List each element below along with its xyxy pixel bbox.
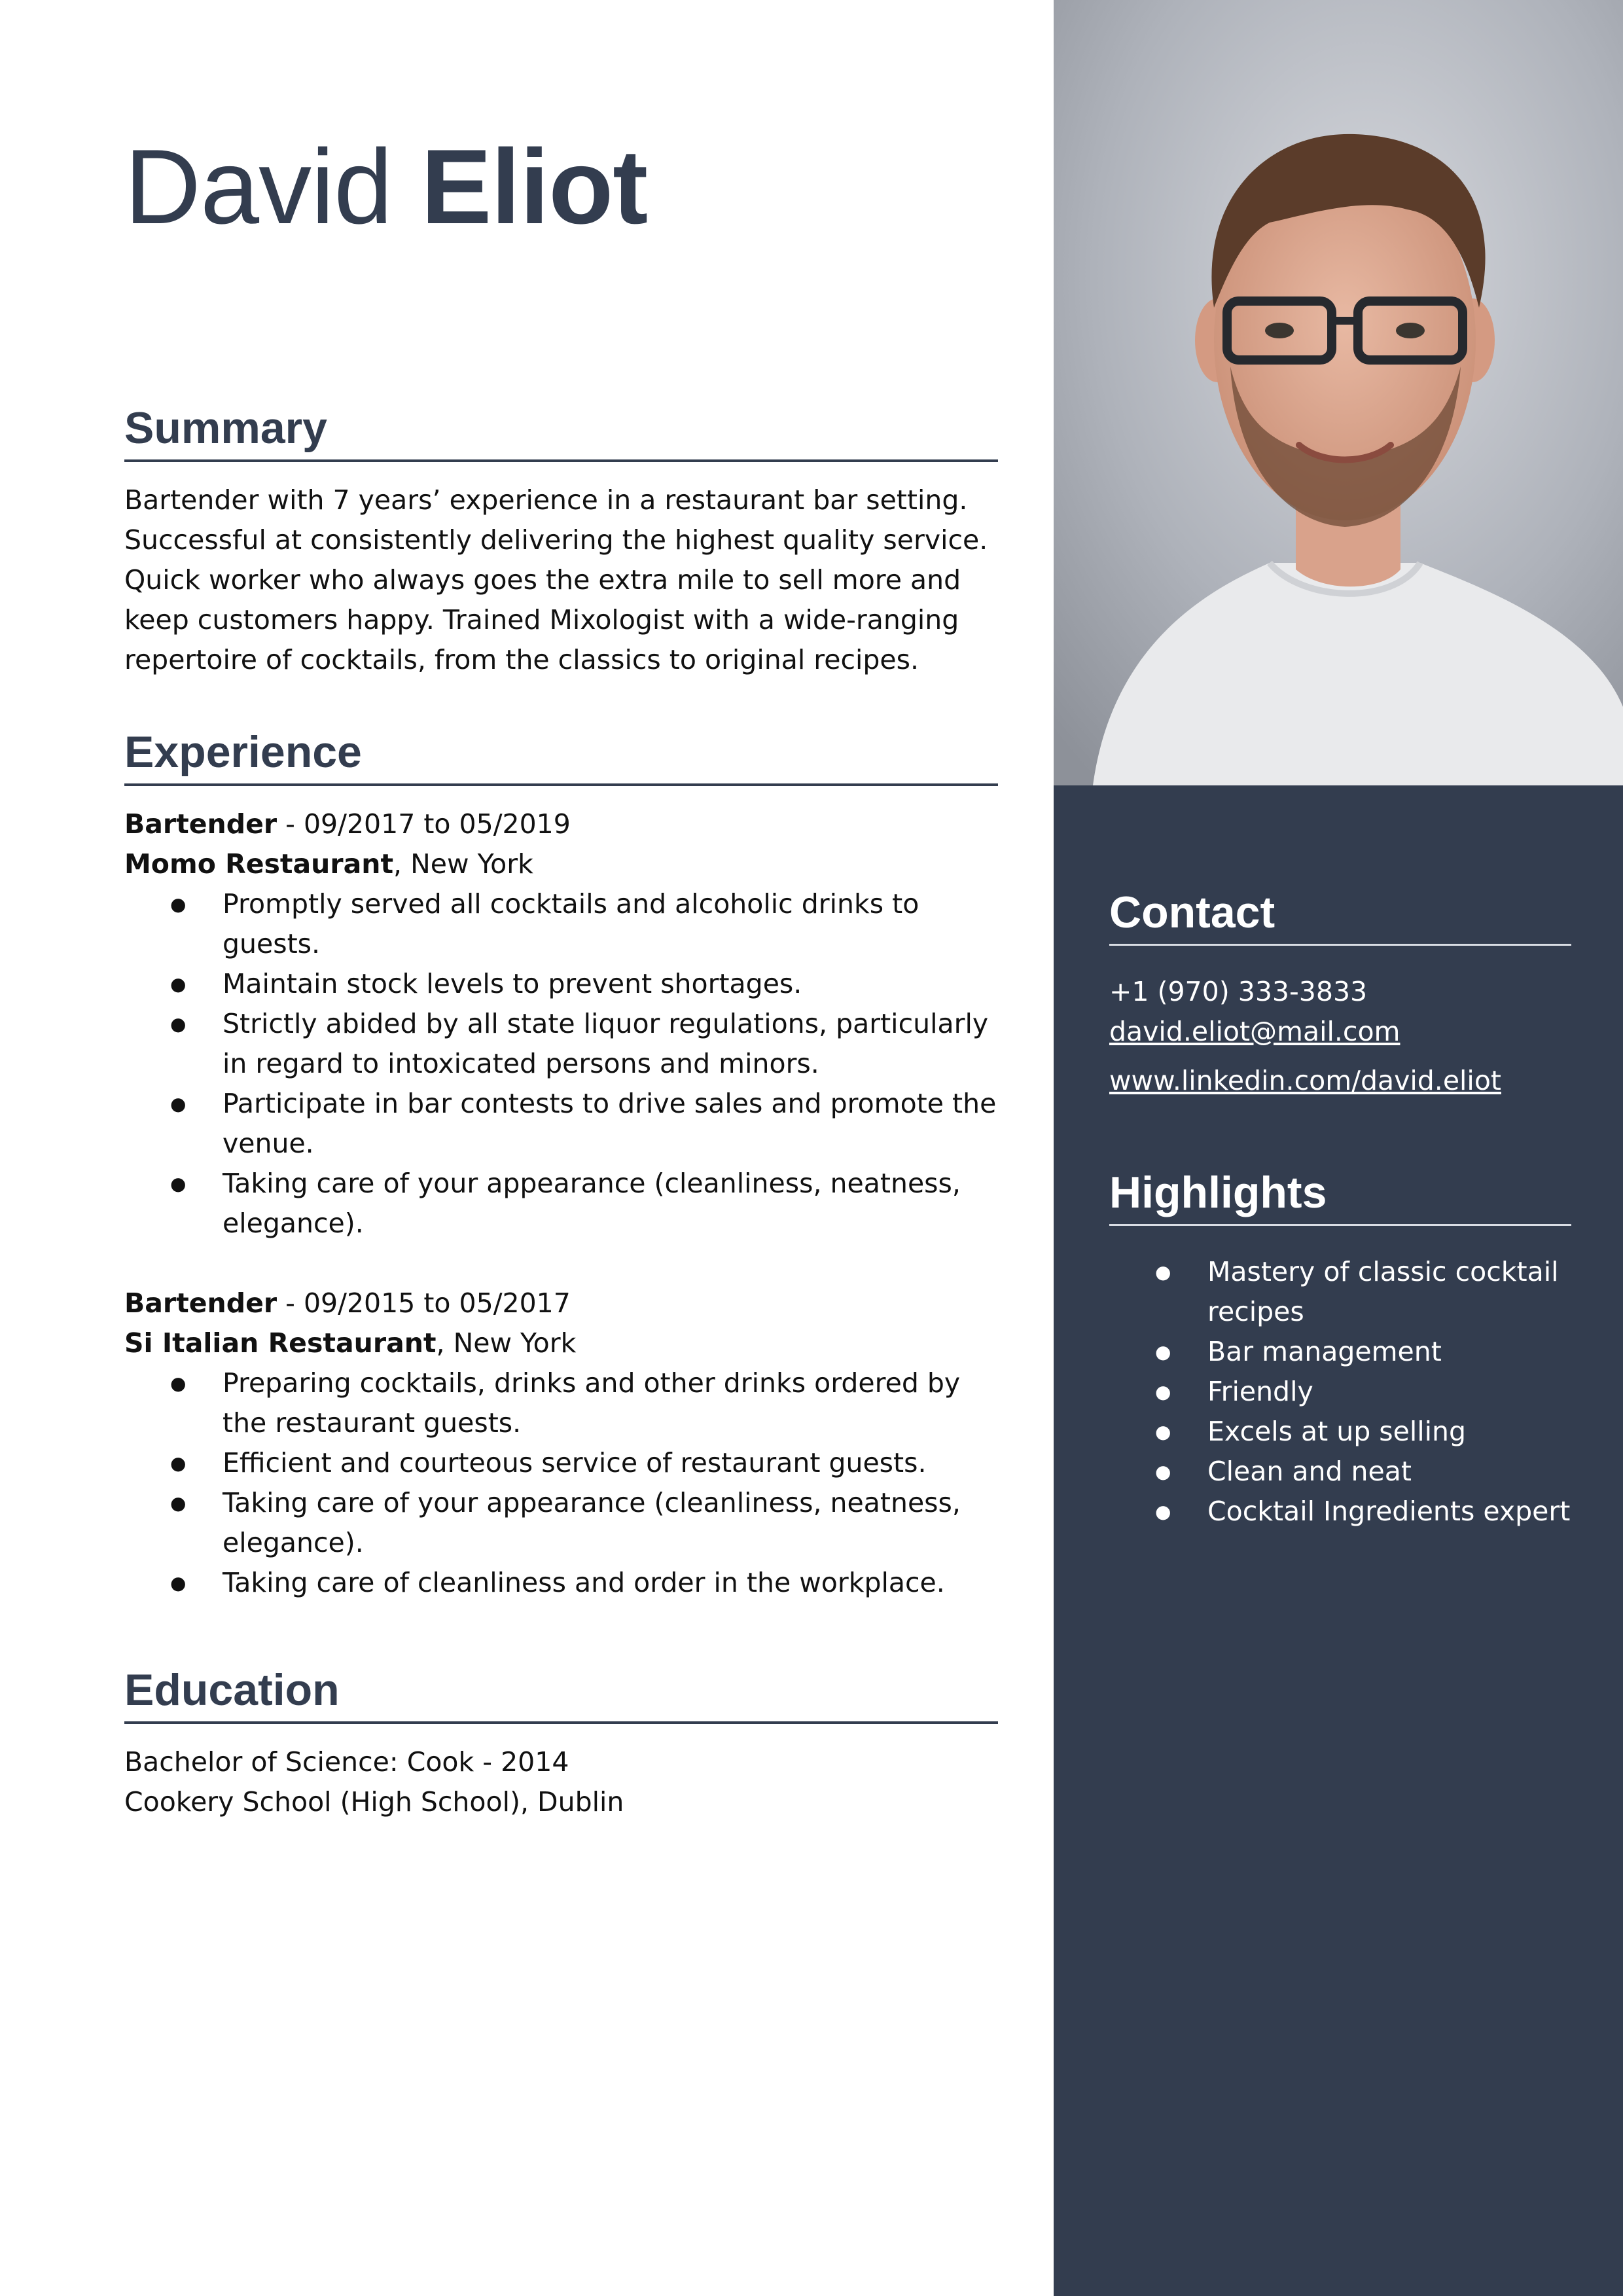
job-employer-line (124, 1323, 998, 1363)
highlights-heading: Highlights (1109, 1170, 1571, 1226)
job-employer-line (124, 844, 998, 884)
summary-text: Bartender with 7 years’ experience in a restaurant bar setting. Successful at consistently delivering the highest quality service. Quick worker who always goes the extra mile to sell more and keep customers happy. Trained Mixologist with a wide-ranging repertoire of cocktails, from the classics to original recipes. (124, 484, 988, 675)
job-entry (124, 804, 998, 1244)
list-item: ● Cocktail Ingredients expert (1207, 1492, 1571, 1532)
job-dates: - 09/2015 to 05/2017 (277, 1287, 571, 1319)
list-item: ● Maintain stock levels to prevent shortages. (223, 964, 998, 1004)
contact-section (1109, 890, 1571, 1101)
education-heading: Education (124, 1668, 998, 1724)
phone-number: +1 (970) 333-3833 (1109, 976, 1368, 1007)
list-item: ● Clean and neat (1207, 1452, 1571, 1492)
list-item: ● Mastery of classic cocktail recipes (1207, 1252, 1571, 1332)
education-section (124, 1665, 998, 1822)
experience-heading: Experience (124, 730, 998, 786)
job-title-line (124, 1283, 998, 1323)
list-item: ● Participate in bar contests to drive sales and promote the venue. (223, 1084, 998, 1164)
list-item: ● Excels at up selling (1207, 1412, 1571, 1452)
list-item: ● Taking care of your appearance (cleanliness, neatness, elegance). (223, 1164, 998, 1244)
list-item: ● Bar management (1207, 1332, 1571, 1372)
summary-heading: Summary (124, 406, 998, 462)
highlights-list (1109, 1252, 1571, 1532)
last-name: Eliot (421, 128, 648, 246)
experience-section (124, 727, 998, 1643)
list-item: ● Preparing cocktails, drinks and other drinks ordered by the restaurant guests. (223, 1363, 998, 1443)
linkedin-link[interactable]: www.linkedin.com/david.eliot (1109, 1065, 1501, 1096)
highlights-section (1109, 1170, 1571, 1532)
job-duties (124, 1363, 998, 1603)
list-item: ● Taking care of your appearance (cleanliness, neatness, elegance). (223, 1483, 998, 1563)
portrait-image (1054, 0, 1623, 785)
job-dates: - 09/2017 to 05/2019 (277, 808, 571, 840)
list-item: ● Efficient and courteous service of restaurant guests. (223, 1443, 998, 1483)
education-school: Cookery School (High School), Dublin (124, 1786, 624, 1818)
list-item: ● Taking care of cleanliness and order in the workplace. (223, 1563, 998, 1603)
list-item: ● Promptly served all cocktails and alcoholic drinks to guests. (223, 884, 998, 964)
job-role: Bartender (124, 808, 277, 840)
job-duties (124, 884, 998, 1244)
sidebar (1054, 0, 1623, 2296)
list-item: ● Friendly (1207, 1372, 1571, 1412)
job-location: , New York (436, 1327, 577, 1359)
first-name: David (124, 128, 393, 246)
job-employer: Si Italian Restaurant (124, 1327, 437, 1359)
email-link[interactable]: david.eliot@mail.com (1109, 1016, 1400, 1047)
summary-section (124, 403, 998, 680)
job-role: Bartender (124, 1287, 277, 1319)
profile-photo (1054, 0, 1623, 785)
job-entry (124, 1283, 998, 1603)
page-title (124, 128, 648, 246)
list-item: ● Strictly abided by all state liquor regulations, particularly in regard to intoxicated persons and minors. (223, 1004, 998, 1084)
job-location: , New York (393, 848, 533, 880)
job-employer: Momo Restaurant (124, 848, 394, 880)
job-title-line (124, 804, 998, 844)
education-degree: Bachelor of Science: Cook - 2014 (124, 1746, 569, 1778)
contact-heading: Contact (1109, 890, 1571, 946)
